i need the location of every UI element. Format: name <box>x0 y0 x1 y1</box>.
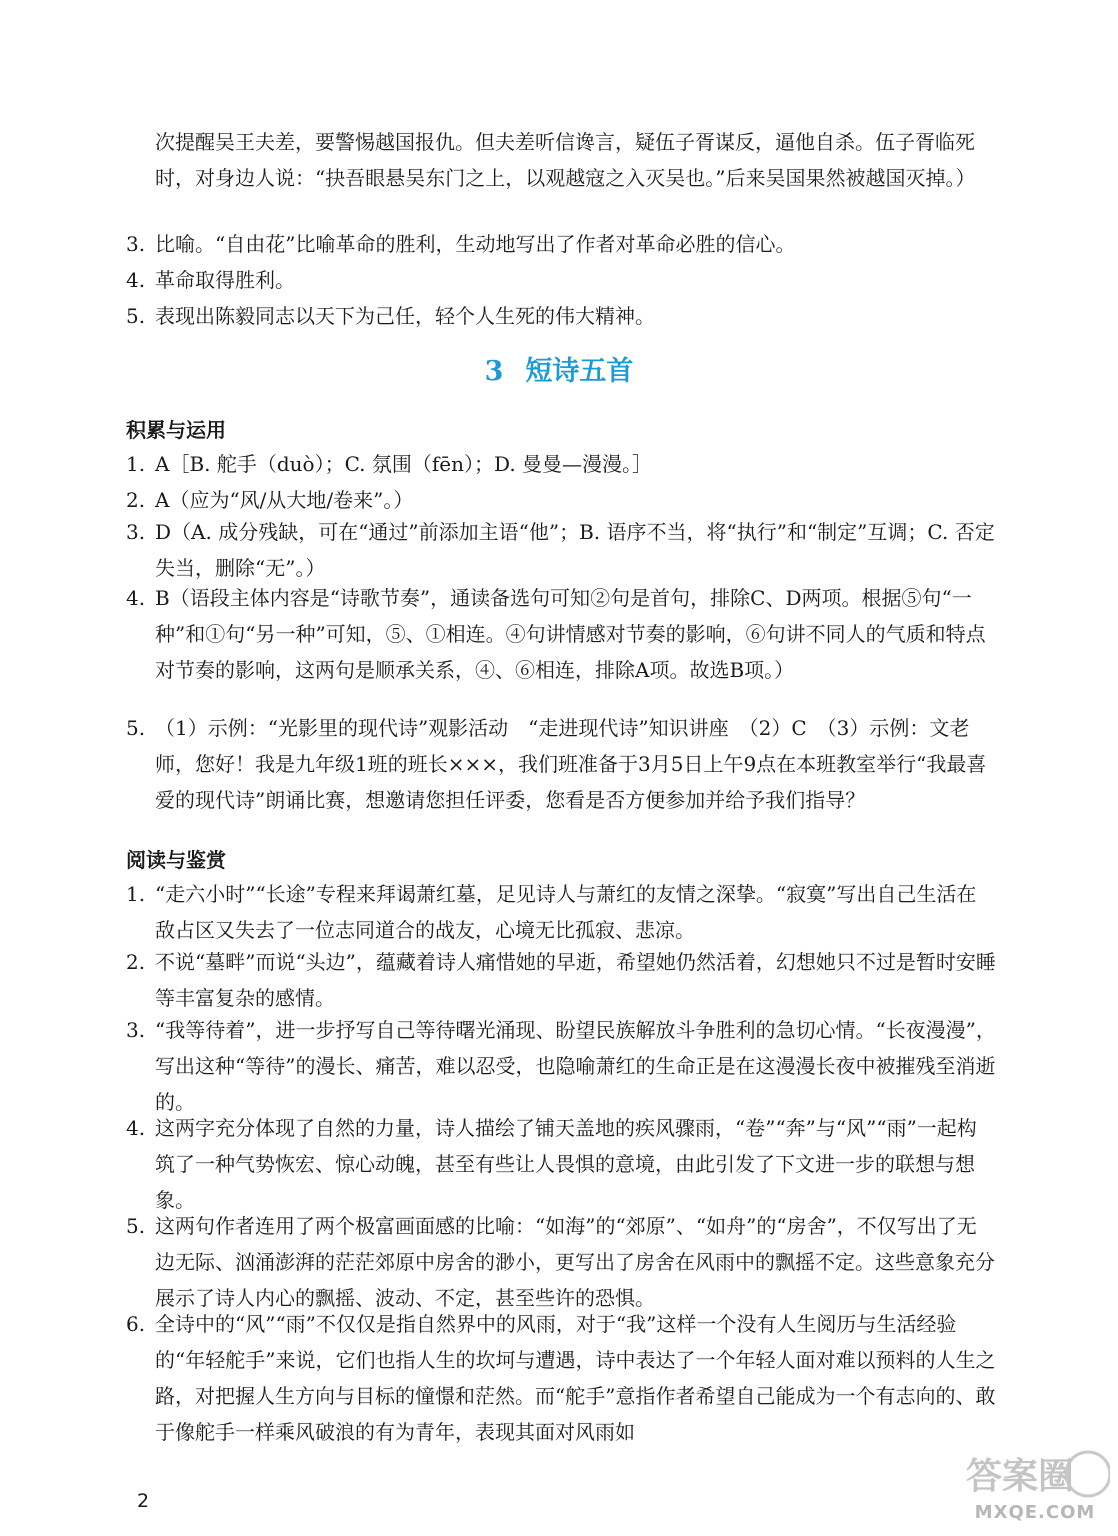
answer-item <box>126 298 996 334</box>
answer-item <box>126 262 996 298</box>
heading-reading: 阅读与鉴赏 <box>126 848 226 872</box>
watermark-url: MXQE.COM <box>974 1502 1096 1523</box>
item-number: 5. <box>126 716 146 740</box>
item-text: 全诗中的“风”“雨”不仅仅是指自然界中的风雨，对于“我”这样一个没有人生阅历与生活经验的“年轻舵手”来说，它们也指人生的坎坷与遭遇，诗中表达了一个年轻人面对难以预料的人生之路，对把握人生方向与目标的憧憬和茫然。而“舵手”意指作者希望自己能成为一个有志向的、敢于像舵手一样乘风破浪的有为青年，表现其面对风雨如 <box>155 1312 996 1444</box>
section-name: 短诗五首 <box>525 356 634 387</box>
item-text: 不说“墓畔”而说“头边”，蕴藏着诗人痛惜她的早逝，希望她仍然活着，幻想她只不过是暂时安睡等丰富复杂的感情。 <box>155 950 996 1010</box>
item-text: 革命取得胜利。 <box>155 268 295 292</box>
item-number: 5. <box>126 304 146 328</box>
item-number: 6. <box>126 1312 146 1336</box>
heading-accumulation: 积累与运用 <box>126 418 226 442</box>
item-number: 4. <box>126 268 146 292</box>
section-title <box>0 352 1118 392</box>
watermark <box>960 1448 1110 1528</box>
answer-item <box>126 1110 996 1218</box>
item-text: “我等待着”，进一步抒写自己等待曙光涌现、盼望民族解放斗争胜利的急切心情。“长夜漫漫”，写出这种“等待”的漫长、痛苦，难以忍受，也隐喻萧红的生命正是在这漫漫长夜中被摧残至消逝的。 <box>155 1018 996 1114</box>
item-text: 比喻。“自由花”比喻革命的胜利，生动地写出了作者对革命必胜的信心。 <box>155 232 796 256</box>
item-number: 3. <box>126 232 146 256</box>
item-text: “走六小时”“长途”专程来拜谒萧红墓，足见诗人与萧红的友情之深挚。“寂寞”写出自己生活在敌占区又失去了一位志同道合的战友，心境无比孤寂、悲凉。 <box>155 882 977 942</box>
page-number: 2 <box>137 1490 150 1512</box>
item-number: 4. <box>126 586 146 610</box>
item-text: D（A. 成分残缺，可在“通过”前添加主语“他”；B. 语序不当，将“执行”和“制定”互调；C. 否定失当，删除“无”。） <box>155 520 995 580</box>
answer-item <box>126 944 996 1016</box>
item-text: 表现出陈毅同志以天下为己任，轻个人生死的伟大精神。 <box>155 304 655 328</box>
intro-continuation: 次提醒吴王夫差，要警惕越国报仇。但夫差听信谗言，疑伍子胥谋反，逼他自杀。伍子胥临死时，对身边人说：“抉吾眼悬吴东门之上，以观越寇之入灭吴也。”后来吴国果然被越国灭掉。） <box>155 130 976 190</box>
item-text: A［B. 舵手（duò）；C. 氛围（fēn）；D. 曼曼—漫漫。］ <box>155 452 653 476</box>
item-text: 这两字充分体现了自然的力量，诗人描绘了铺天盖地的疾风骤雨，“卷”“奔”与“风”“雨”一起构筑了一种气势恢宏、惊心动魄，甚至有些让人畏惧的意境，由此引发了下文进一步的联想与想象。 <box>155 1116 977 1212</box>
item-text: A（应为“风/从大地/卷来”。） <box>155 488 414 512</box>
item-text: 这两句作者连用了两个极富画面感的比喻：“如海”的“郊原”、“如舟”的“房舍”，不仅写出了无边无际、汹涌澎湃的茫茫郊原中房舍的渺小，更写出了房舍在风雨中的飘摇不定。这些意象充分展示了诗人内心的飘摇、波动、不定，甚至些许的恐惧。 <box>155 1214 995 1310</box>
item-number: 4. <box>126 1116 146 1140</box>
answer-item <box>126 514 996 586</box>
answer-item <box>126 1306 996 1450</box>
item-number: 2. <box>126 950 146 974</box>
answer-item <box>126 226 996 262</box>
answer-item <box>126 482 996 518</box>
item-number: 3. <box>126 520 146 544</box>
item-number: 5. <box>126 1214 146 1238</box>
answer-item <box>126 1012 996 1120</box>
answer-item <box>126 710 996 818</box>
item-number: 2. <box>126 488 146 512</box>
answer-item <box>126 876 996 948</box>
watermark-logo-icon <box>960 1448 1110 1500</box>
answer-item <box>126 580 996 688</box>
answer-item <box>126 1208 996 1316</box>
answer-item <box>126 446 996 482</box>
item-number: 3. <box>126 1018 146 1042</box>
section-number: 3 <box>484 356 504 387</box>
item-number: 1. <box>126 882 146 906</box>
item-number: 1. <box>126 452 146 476</box>
item-text: B（语段主体内容是“诗歌节奏”，通读备选句可知②句是首句，排除C、D两项。根据⑤句“一种”和①句“另一种”可知，⑤、①相连。④句讲情感对节奏的影响，⑥句讲不同人的气质和特点对节奏的影响，这两句是顺承关系，④、⑥相连，排除A项。故选B项。） <box>155 586 986 682</box>
item-text: （1）示例：“光影里的现代诗”观影活动 “走进现代诗”知识讲座 （2）C （3）示例：文老师，您好！我是九年级1班的班长×××，我们班准备于3月5日上午9点在本班教室举行“我最喜爱的现代诗”朗诵比赛，想邀请您担任评委，您看是否方便参加并给予我们指导？ <box>155 716 987 812</box>
watermark-logo-text: 答案圈 <box>966 1456 1075 1497</box>
